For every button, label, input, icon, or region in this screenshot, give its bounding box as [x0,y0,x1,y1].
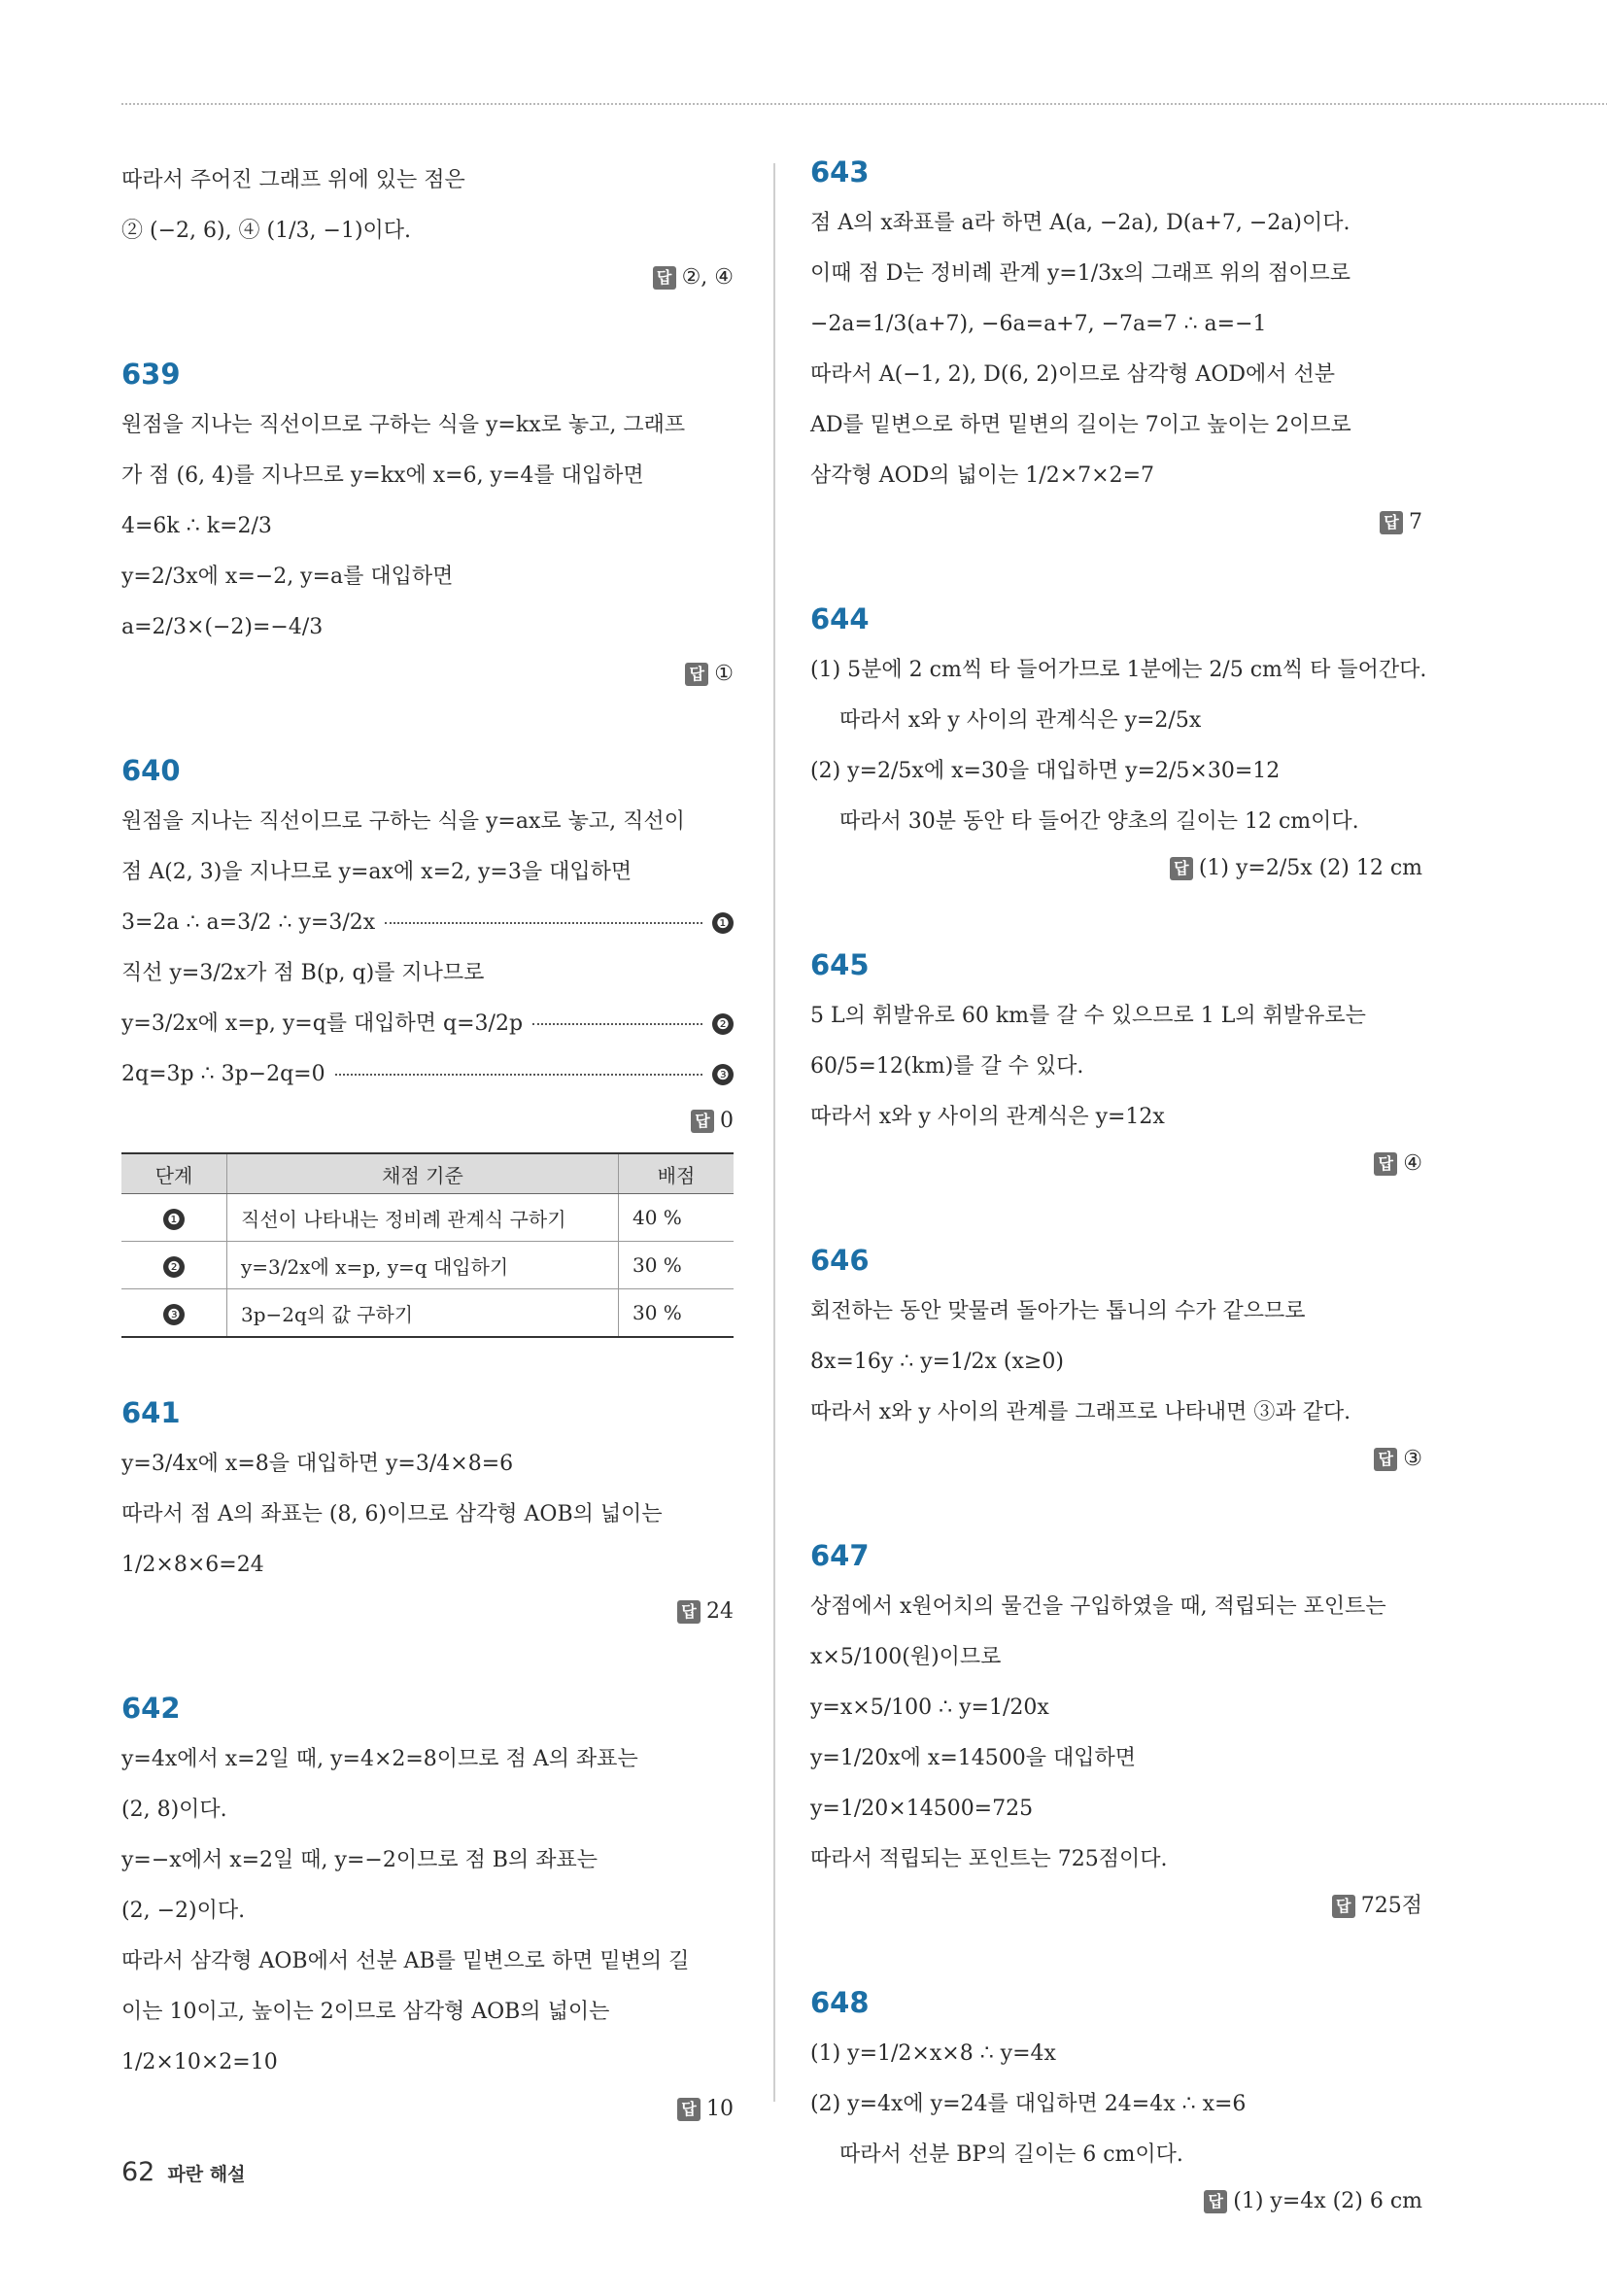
problem-number: 647 [810,1539,870,1572]
solution-line: 1/2×8×6=24 [121,1553,264,1577]
solution-line: 가 점 (6, 4)를 지나므로 y=kx에 x=6, y=4를 대입하면 [121,463,644,488]
left-column [121,155,734,2189]
solution-line: 따라서 주어진 그래프 위에 있는 점은 [121,168,465,192]
grading-step-cell [121,1289,227,1338]
answer-value: 0 [720,1109,734,1133]
grading-table-row [121,1194,734,1242]
footer-label: 파란 해설 [167,2164,246,2185]
grading-header-cell: 단계 [121,1153,227,1194]
answer-badge: 답 [1204,2190,1227,2213]
solution-text: 3=2a ∴ a=3/2 ∴ y=3/2x [121,910,376,935]
problem-643 [810,155,1422,544]
solution-text: 2q=3p ∴ 3p−2q=0 [121,1062,325,1086]
answer-row [810,1885,1422,1928]
step-marker: ❷ [163,1256,185,1278]
problem-continued [121,155,734,299]
solution-line: 따라서 선분 BP의 길이는 6 cm이다. [839,2142,1183,2167]
problem-number: 646 [810,1244,870,1277]
answer-value: 725점 [1360,1894,1422,1918]
solution-line: 이는 10이고, 높이는 2이므로 삼각형 AOB의 넓이는 [121,2000,610,2024]
grading-score-cell: 40 % [619,1194,735,1242]
solution-line: (2) y=2/5x에 x=30을 대입하면 y=2/5×30=12 [810,759,1281,783]
step-marker: ❶ [163,1209,185,1230]
grading-table-row [121,1289,734,1338]
grading-table-header [121,1153,734,1194]
answer-value: ③ [1403,1447,1422,1471]
grading-criteria-cell: y=3/2x에 x=p, y=q 대입하기 [227,1242,619,1289]
solution-line: 직선 y=3/2x가 점 B(p, q)를 지나므로 [121,961,485,985]
solution-line: y=2/3x에 x=−2, y=a를 대입하면 [121,565,454,589]
answer-badge: 답 [653,266,676,290]
grading-step-cell [121,1242,227,1289]
problem-number: 641 [121,1396,181,1429]
step-marker: ❸ [712,1064,734,1085]
solution-line: 이때 점 D는 정비례 관계 y=1/3x의 그래프 위의 점이므로 [810,261,1351,286]
grading-header-cell: 채점 기준 [227,1153,619,1194]
problem-644 [810,602,1427,890]
solution-line: 4=6k ∴ k=2/3 [121,514,272,538]
solution-line: 따라서 점 A의 좌표는 (8, 6)이므로 삼각형 AOB의 넓이는 [121,1502,663,1526]
solution-line: y=1/20×14500=725 [810,1797,1034,1821]
problem-645 [810,948,1422,1185]
answer-row [810,1143,1422,1185]
grading-header-cell: 배점 [619,1153,735,1194]
answer-row [810,501,1422,544]
solution-line: 60/5=12(km)를 갈 수 있다. [810,1054,1084,1079]
problem-641 [121,1396,734,1633]
solution-line [121,999,734,1049]
solution-line: 따라서 x와 y 사이의 관계를 그래프로 나타내면 ③과 같다. [810,1400,1351,1424]
answer-value: 10 [706,2097,734,2121]
answer-badge: 답 [1332,1895,1355,1918]
answer-value: ① [714,662,734,686]
solution-text: y=3/2x에 x=p, y=q를 대입하면 q=3/2p [121,1011,524,1036]
answer-row [810,847,1422,890]
problem-number: 643 [810,155,870,188]
problem-647 [810,1539,1422,1928]
problem-number: 639 [121,358,181,391]
answer-badge: 답 [685,663,708,686]
answer-row [810,1438,1422,1481]
solution-line [121,898,734,948]
problem-number: 648 [810,1986,870,2019]
solution-line: 따라서 x와 y 사이의 관계식은 y=12x [810,1105,1165,1129]
answer-value: 24 [706,1599,734,1624]
problem-648 [810,1986,1422,2223]
solution-line: a=2/3×(−2)=−4/3 [121,615,324,639]
solution-line: 점 A(2, 3)을 지나므로 y=ax에 x=2, y=3을 대입하면 [121,860,633,884]
page-number: 62 [121,2157,155,2187]
answer-value: (1) y=2/5x (2) 12 cm [1198,856,1422,880]
problem-642 [121,1692,734,2131]
solution-line: 1/2×10×2=10 [121,2050,278,2074]
solution-line: 회전하는 동안 맞물려 돌아가는 톱니의 수가 같으므로 [810,1299,1306,1323]
grading-criteria-cell: 직선이 나타내는 정비례 관계식 구하기 [227,1194,619,1242]
page-footer [121,2157,245,2187]
problem-number: 645 [810,948,870,981]
solution-line: 따라서 A(−1, 2), D(6, 2)이므로 삼각형 AOD에서 선분 [810,362,1336,387]
problem-646 [810,1244,1422,1481]
answer-badge: 답 [677,1600,701,1624]
solution-line: 상점에서 x원어치의 물건을 구입하였을 때, 적립되는 포인트는 [810,1594,1386,1619]
answer-row [121,257,734,299]
solution-line: AD를 밑변으로 하면 밑변의 길이는 7이고 높이는 2이므로 [810,413,1351,437]
grading-criteria-cell: 3p−2q의 값 구하기 [227,1289,619,1338]
solution-line: y=−x에서 x=2일 때, y=−2이므로 점 B의 좌표는 [121,1848,598,1872]
grading-table-row [121,1242,734,1289]
top-dotted-rule [121,103,1607,105]
column-divider [773,163,775,2102]
solution-line: y=3/4x에 x=8을 대입하면 y=3/4×8=6 [121,1452,514,1476]
step-marker: ❶ [712,912,734,934]
grading-step-cell [121,1194,227,1242]
solution-line: (1) y=1/2×x×8 ∴ y=4x [810,2041,1056,2066]
answer-value: ④ [1403,1151,1422,1176]
solution-line: 점 A의 x좌표를 a라 하면 A(a, −2a), D(a+7, −2a)이다. [810,211,1351,235]
grading-score-cell: 30 % [619,1289,735,1338]
problem-639 [121,358,734,696]
solution-line: 따라서 30분 동안 타 들어간 양초의 길이는 12 cm이다. [839,809,1359,834]
answer-row [121,653,734,696]
problem-number: 644 [810,602,870,635]
answer-badge: 답 [691,1110,714,1133]
solution-line: x×5/100(원)이므로 [810,1645,1002,1669]
solution-line: ② (−2, 6), ④ (1/3, −1)이다. [121,219,412,243]
answer-row [121,1591,734,1633]
problem-number: 642 [121,1692,181,1725]
step-marker: ❷ [712,1013,734,1035]
answer-badge: 답 [1380,511,1403,534]
leader-dots [385,922,702,924]
solution-line: (1) 5분에 2 cm씩 타 들어가므로 1분에는 2/5 cm씩 타 들어간다. [810,658,1427,682]
solution-line: 5 L의 휘발유로 60 km를 갈 수 있으므로 1 L의 휘발유로는 [810,1004,1366,1028]
answer-badge: 답 [1170,857,1193,880]
answer-value: (1) y=4x (2) 6 cm [1233,2189,1422,2213]
answer-badge: 답 [677,2098,701,2121]
right-column [810,155,1427,2281]
grading-table [121,1152,734,1338]
problem-number: 640 [121,754,181,787]
answer-badge: 답 [1374,1152,1397,1176]
answer-value: 7 [1409,510,1422,534]
answer-value: ②, ④ [681,265,734,290]
solution-line: 삼각형 AOD의 넓이는 1/2×7×2=7 [810,463,1155,488]
solution-line [121,1049,734,1100]
answer-row [810,2180,1422,2223]
leader-dots [335,1074,702,1076]
solution-line: (2) y=4x에 y=24를 대입하면 24=4x ∴ x=6 [810,2092,1247,2116]
grading-score-cell: 30 % [619,1242,735,1289]
solution-line: (2, 8)이다. [121,1798,227,1822]
solution-line: 따라서 적립되는 포인트는 725점이다. [810,1847,1168,1871]
solution-line: 원점을 지나는 직선이므로 구하는 식을 y=kx로 놓고, 그래프 [121,413,686,437]
answer-row [121,2088,734,2131]
solution-line: 원점을 지나는 직선이므로 구하는 식을 y=ax로 놓고, 직선이 [121,809,685,834]
solution-line: 8x=16y ∴ y=1/2x (x≥0) [810,1350,1064,1374]
solution-line: −2a=1/3(a+7), −6a=a+7, −7a=7 ∴ a=−1 [810,312,1267,336]
answer-row [121,1100,734,1143]
solution-line: (2, −2)이다. [121,1899,246,1923]
leader-dots [532,1023,702,1025]
solution-line: y=x×5/100 ∴ y=1/20x [810,1696,1049,1720]
solution-line: y=1/20x에 x=14500을 대입하면 [810,1746,1136,1770]
answer-badge: 답 [1374,1448,1397,1471]
solution-line: y=4x에서 x=2일 때, y=4×2=8이므로 점 A의 좌표는 [121,1747,638,1771]
solution-line: 따라서 x와 y 사이의 관계식은 y=2/5x [839,708,1202,733]
problem-640 [121,754,734,1338]
step-marker: ❸ [163,1304,185,1325]
solution-line: 따라서 삼각형 AOB에서 선분 AB를 밑변으로 하면 밑변의 길 [121,1949,690,1973]
